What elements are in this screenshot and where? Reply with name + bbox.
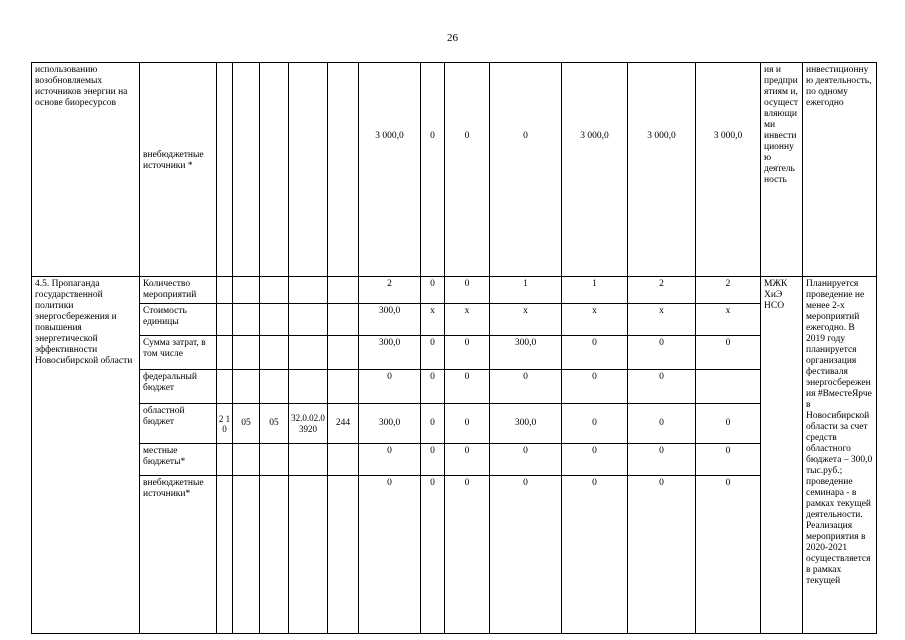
- code-cell: [217, 476, 233, 634]
- table-row: [32, 370, 877, 404]
- value-cell: х: [421, 304, 445, 336]
- value-cell: 0: [696, 444, 761, 476]
- value-cell: 0: [628, 336, 696, 370]
- value-cell: 0: [445, 476, 490, 634]
- table-row: [32, 336, 877, 370]
- value-cell: 0: [562, 444, 628, 476]
- value-cell: 1: [490, 277, 562, 304]
- value-cell: 300,0: [359, 404, 421, 444]
- executor-cell: ия и предприятиям и, осуществляющими инвестиционную деятельность: [761, 63, 803, 277]
- value-cell: 0: [628, 444, 696, 476]
- value-cell: 0: [490, 476, 562, 634]
- code-cell: 244: [328, 404, 359, 444]
- funding-label: федеральный бюджет: [140, 370, 217, 404]
- value-cell: 1: [562, 277, 628, 304]
- result-cell: Планируется проведение не менее 2-х мероприятий ежегодно. В 2019 году планируется организация фестиваля энергосбережения #ВместеЯрче в Новосибирской области за счет средств областного бюджета – 300,0 тыс.руб.; проведение семинара - в рамках текущей деятельности. Реализация мероприятия в 2020-2021 осуществляется в рамках текущей: [803, 277, 877, 634]
- code-cell: [289, 63, 328, 277]
- code-cell: [217, 63, 233, 277]
- value-cell: 0: [359, 370, 421, 404]
- code-cell: 05: [233, 404, 260, 444]
- value-cell: 0: [562, 370, 628, 404]
- value-cell: 300,0: [359, 336, 421, 370]
- value-cell: 300,0: [359, 304, 421, 336]
- value-cell: 0: [628, 370, 696, 404]
- funding-label: внебюджетные источники*: [140, 476, 217, 634]
- value-cell: 0: [628, 404, 696, 444]
- code-cell: 2 1 0: [217, 404, 233, 444]
- value-cell: 3 000,0: [628, 63, 696, 277]
- value-cell: 2: [628, 277, 696, 304]
- code-cell: [217, 336, 233, 370]
- code-cell: [289, 476, 328, 634]
- value-cell: 3 000,0: [562, 63, 628, 277]
- code-cell: [217, 370, 233, 404]
- code-cell: [328, 444, 359, 476]
- value-cell: 0: [421, 336, 445, 370]
- code-cell: [233, 277, 260, 304]
- funding-label: Количество мероприятий: [140, 277, 217, 304]
- budget-table: [31, 62, 877, 634]
- value-cell: 3 000,0: [696, 63, 761, 277]
- value-cell: 0: [562, 476, 628, 634]
- code-cell: [217, 277, 233, 304]
- code-cell: [328, 277, 359, 304]
- code-cell: [289, 444, 328, 476]
- value-cell: 0: [490, 63, 562, 277]
- value-cell: 0: [445, 63, 490, 277]
- code-cell: [217, 444, 233, 476]
- table-row: [32, 304, 877, 336]
- value-cell: 0: [359, 444, 421, 476]
- value-cell: х: [696, 304, 761, 336]
- code-cell: 05: [260, 404, 289, 444]
- value-cell: 2: [696, 277, 761, 304]
- code-cell: [217, 304, 233, 336]
- executor-cell: МЖК ХиЭ НСО: [761, 277, 803, 634]
- value-cell: 0: [359, 476, 421, 634]
- value-cell: х: [628, 304, 696, 336]
- value-cell: 0: [421, 404, 445, 444]
- table-row: [32, 444, 877, 476]
- value-cell: 0: [628, 476, 696, 634]
- code-cell: [289, 277, 328, 304]
- value-cell: 0: [696, 336, 761, 370]
- funding-label: областной бюджет: [140, 404, 217, 444]
- code-cell: [328, 304, 359, 336]
- funding-label: местные бюджеты*: [140, 444, 217, 476]
- table-row: [32, 277, 877, 304]
- code-cell: [260, 63, 289, 277]
- value-cell: 0: [490, 444, 562, 476]
- value-cell: 0: [445, 277, 490, 304]
- value-cell: 0: [421, 277, 445, 304]
- code-cell: [233, 370, 260, 404]
- code-cell: [233, 336, 260, 370]
- code-cell: [328, 476, 359, 634]
- value-cell: х: [490, 304, 562, 336]
- value-cell: 300,0: [490, 336, 562, 370]
- value-cell: х: [562, 304, 628, 336]
- code-cell: [260, 444, 289, 476]
- code-cell: [328, 370, 359, 404]
- value-cell: х: [445, 304, 490, 336]
- code-cell: [289, 336, 328, 370]
- code-cell: 32.0.02.03920: [289, 404, 328, 444]
- value-cell: 2: [359, 277, 421, 304]
- value-cell: 0: [696, 476, 761, 634]
- funding-label: внебюджетные источники *: [143, 150, 204, 171]
- value-cell: 0: [445, 404, 490, 444]
- code-cell: [289, 370, 328, 404]
- code-cell: [260, 336, 289, 370]
- code-cell: [233, 304, 260, 336]
- code-cell: [260, 370, 289, 404]
- funding-label: Сумма затрат, в том числе: [140, 336, 217, 370]
- value-cell: 0: [421, 444, 445, 476]
- value-cell: 300,0: [490, 404, 562, 444]
- code-cell: [260, 277, 289, 304]
- code-cell: [233, 63, 260, 277]
- table-row: [32, 404, 877, 444]
- code-cell: [328, 63, 359, 277]
- value-cell: 0: [445, 336, 490, 370]
- code-cell: [289, 304, 328, 336]
- value-cell: 0: [421, 370, 445, 404]
- value-cell: 0: [445, 444, 490, 476]
- funding-label-cell: [140, 63, 217, 277]
- value-cell: 0: [490, 370, 562, 404]
- table-row-prev: [32, 63, 877, 277]
- value-cell: 0: [421, 63, 445, 277]
- value-cell: [696, 370, 761, 404]
- funding-label: Стоимость единицы: [140, 304, 217, 336]
- code-cell: [233, 444, 260, 476]
- page-number: 26: [447, 32, 458, 44]
- code-cell: [233, 476, 260, 634]
- result-cell: инвестиционную деятельность, по одному ежегодно: [803, 63, 877, 277]
- value-cell: 0: [562, 404, 628, 444]
- table-row: [32, 476, 877, 634]
- value-cell: 0: [562, 336, 628, 370]
- value-cell: 0: [445, 370, 490, 404]
- value-cell: 0: [696, 404, 761, 444]
- value-cell: 0: [421, 476, 445, 634]
- value-cell: 3 000,0: [359, 63, 421, 277]
- section-title-cell: 4.5. Пропаганда государственной политики энергосбережения и повышения энергетической эффективности Новосибирской области: [32, 277, 140, 634]
- code-cell: [260, 304, 289, 336]
- code-cell: [260, 476, 289, 634]
- code-cell: [328, 336, 359, 370]
- event-cell: использованию возобновляемых источников энергии на основе биоресурсов: [32, 63, 140, 277]
